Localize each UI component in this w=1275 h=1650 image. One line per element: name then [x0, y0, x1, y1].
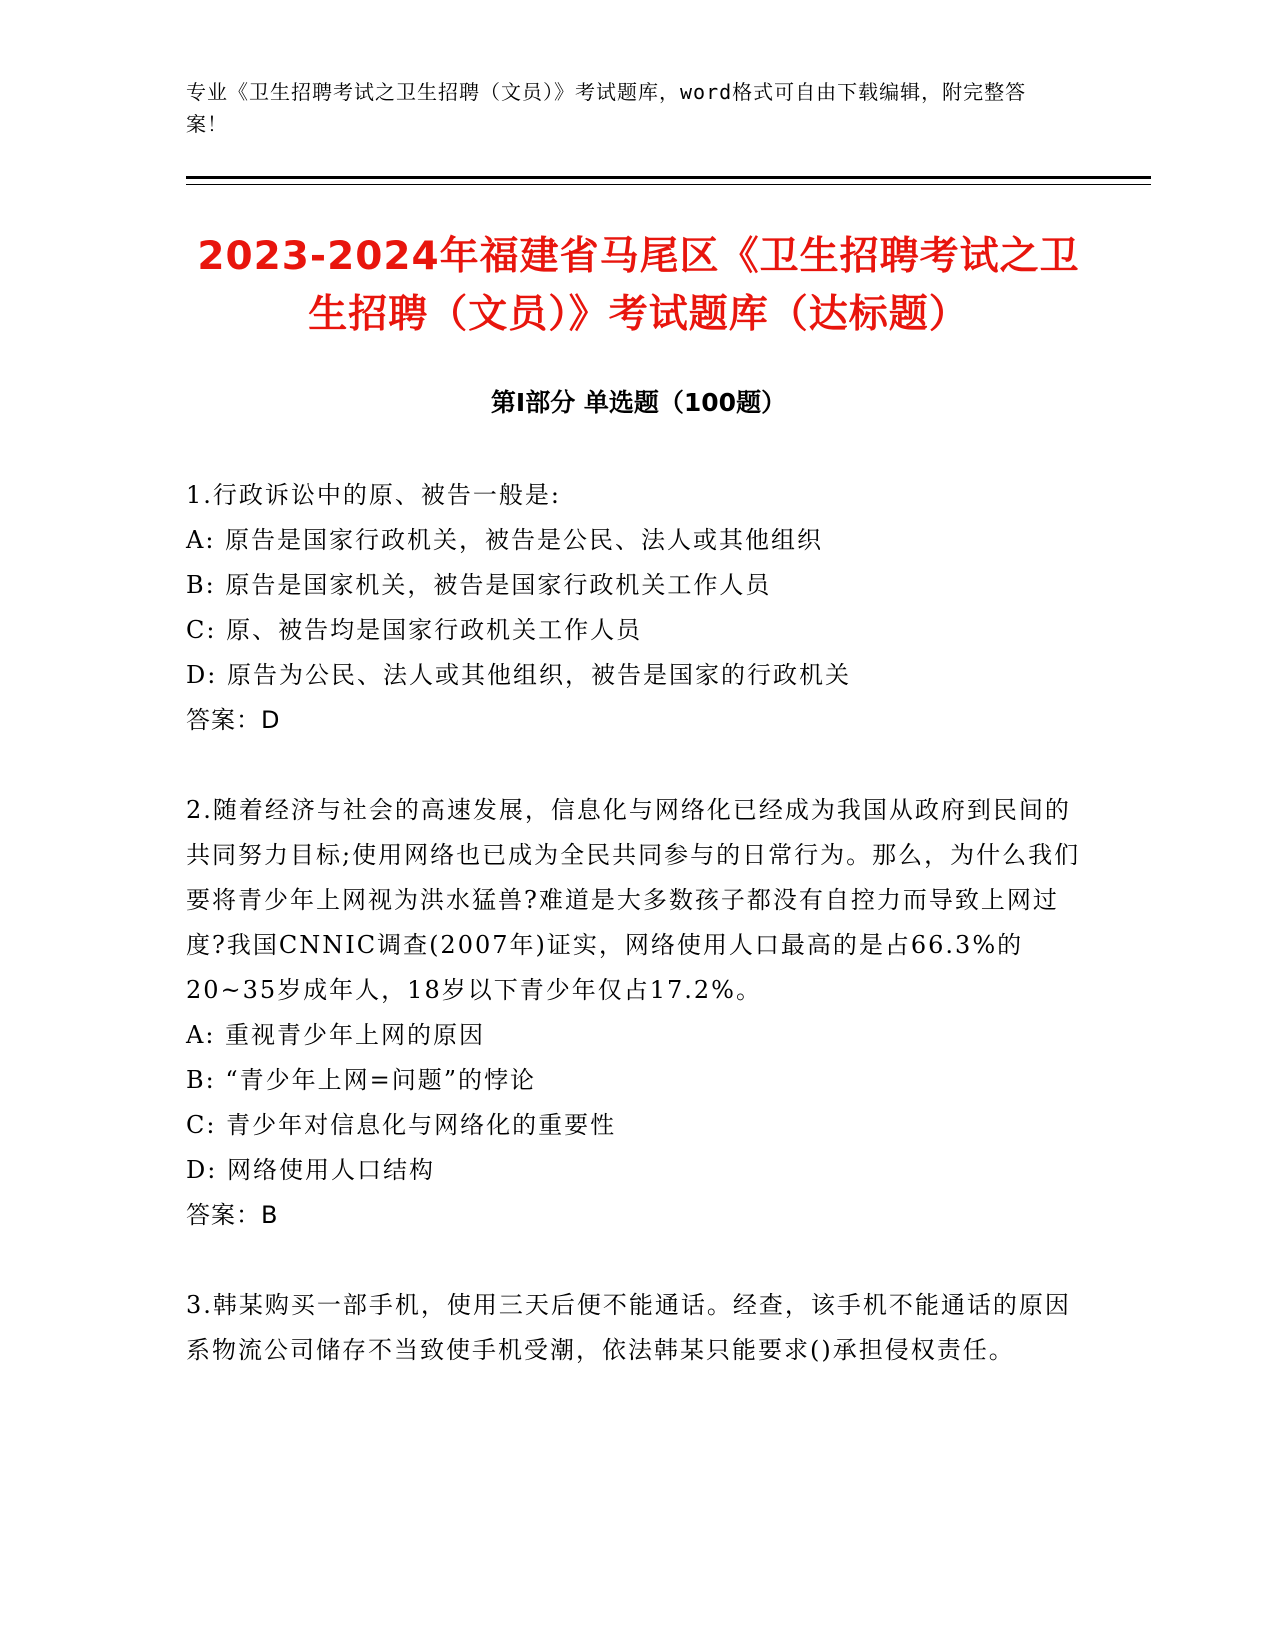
header-rule-thick	[186, 176, 1151, 179]
option-c: C: 原、被告均是国家行政机关工作人员	[186, 616, 643, 644]
answer: 答案：D	[186, 706, 281, 734]
question-text: 3.韩某购买一部手机，使用三天后便不能通话。经查，该手机不能通话的原因系物流公司储存不当致使手机受潮，依法韩某只能要求()承担侵权责任。	[186, 1291, 1071, 1364]
question-1	[186, 473, 1081, 743]
question-text: 2.随着经济与社会的高速发展，信息化与网络化已经成为我国从政府到民间的共同努力目标;使用网络也已成为全民共同参与的日常行为。那么，为什么我们要将青少年上网视为洪水猛兽?难道是大多数孩子都没有自控力而导致上网过度?我国CNNIC调查(2007年)证实，网络使用人口最高的是占66.3%的20~35岁成年人，18岁以下青少年仅占17.2%。	[186, 796, 1081, 1004]
option-d: D: 原告为公民、法人或其他组织，被告是国家的行政机关	[186, 661, 851, 689]
answer: 答案：B	[186, 1201, 279, 1229]
header-rule-thin	[186, 184, 1151, 185]
option-a: A: 重视青少年上网的原因	[186, 1021, 486, 1049]
option-b: B: “青少年上网=问题”的悖论	[186, 1066, 536, 1094]
header-note: 专业《卫生招聘考试之卫生招聘（文员）》考试题库，word格式可自由下载编辑，附完整答案！	[186, 80, 1027, 136]
question-list	[186, 473, 1081, 1418]
option-c: C: 青少年对信息化与网络化的重要性	[186, 1111, 617, 1139]
option-a: A: 原告是国家行政机关，被告是公民、法人或其他组织	[186, 526, 824, 554]
option-d: D: 网络使用人口结构	[186, 1156, 435, 1184]
document-title: 2023-2024年福建省马尾区《卫生招聘考试之卫生招聘（文员）》考试题库（达标题）	[197, 234, 1080, 337]
section-title: 第I部分 单选题（100题）	[490, 388, 787, 417]
question-text: 1.行政诉讼中的原、被告一般是:	[186, 481, 561, 509]
question-2	[186, 788, 1081, 1238]
question-3	[186, 1283, 1081, 1373]
option-b: B: 原告是国家机关，被告是国家行政机关工作人员	[186, 571, 772, 599]
